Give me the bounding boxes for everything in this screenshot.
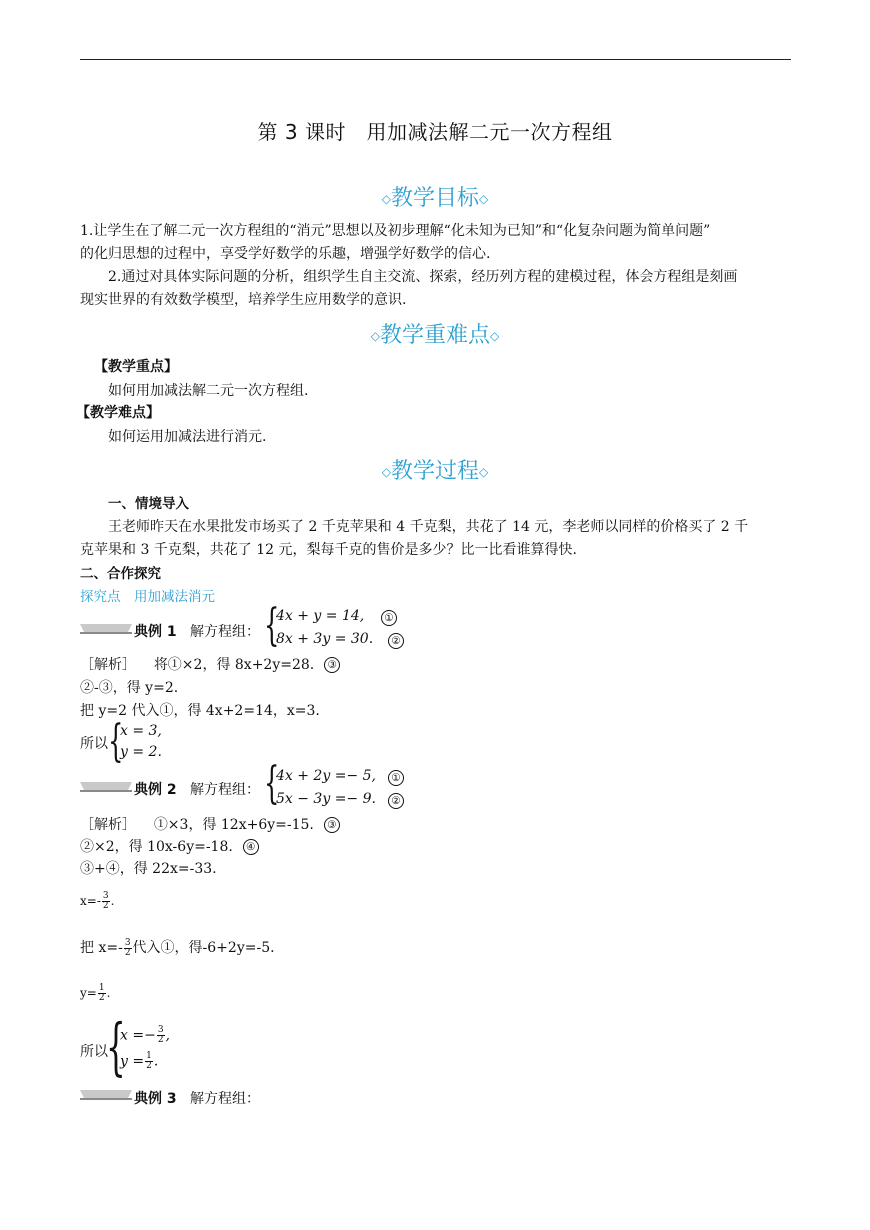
example-1-prompt: 解方程组： <box>189 624 260 640</box>
marker-1: ① <box>388 770 404 786</box>
marker-1: ① <box>381 610 397 626</box>
result-text: y = <box>120 1053 145 1070</box>
example-2-so: 所以 <box>80 1044 108 1060</box>
numerator: 1 <box>146 1051 152 1061</box>
goals-line-1: 1.让学生在了解二元一次方程组的“消元”思想以及初步理解“化未知为已知”和“化复杂问题为简单问题” <box>80 223 711 239</box>
example-2-prompt: 解方程组： <box>189 782 260 798</box>
example-1-analysis <box>80 654 341 677</box>
marker-4: ④ <box>243 839 259 855</box>
example-2-step-3: ③+④，得 22x=-33. <box>80 861 217 877</box>
example-1-label <box>134 621 260 641</box>
subsection-intro: 一、情境导入 <box>108 496 189 512</box>
diamond-icon: ◇ <box>370 329 380 343</box>
section-heading-process <box>0 454 870 485</box>
difficulty-heading: 【教学难点】 <box>76 405 160 421</box>
denominator: 2 <box>124 947 131 958</box>
diamond-icon: ◇ <box>381 465 391 479</box>
section-heading-process-label: 教学过程 <box>390 459 479 484</box>
numerator: 1 <box>98 983 105 993</box>
example-2-eq-2: 5x − 3y =− 9. <box>276 791 376 807</box>
diamond-icon: ◇ <box>479 465 489 479</box>
explore-point: 探究点 用加减法消元 <box>80 589 215 605</box>
step-text: 把 x=- <box>80 940 123 956</box>
goals-line-3: 2.通过对具体实际问题的分析，组织学生自主交流、探索，经历列方程的建模过程，体会方程组是刻画 <box>108 269 738 285</box>
example-2-label <box>134 779 260 799</box>
header-rule <box>80 59 791 60</box>
denominator: 2 <box>102 901 109 911</box>
example-1-step-3: 把 y=2 代入①，得 4x+2=14，x=3. <box>80 703 320 719</box>
fraction <box>157 1026 165 1045</box>
section-heading-keys-label: 教学重难点 <box>379 323 490 348</box>
diamond-icon: ◇ <box>381 192 391 206</box>
marker-3: ③ <box>324 657 340 673</box>
difficulty-text: 如何运用加减法进行消元. <box>108 429 267 445</box>
step-text: 代入①，得-6+2y=-5. <box>132 940 275 956</box>
example-1-result-y: y = 2. <box>120 744 162 760</box>
brace: { <box>108 716 124 767</box>
section-heading-keys <box>0 318 870 349</box>
goals-line-2: 的化归思想的过程中，享受学好数学的乐趣，增强学好数学的信心. <box>80 246 491 262</box>
numerator: 3 <box>124 937 131 948</box>
key-point-text: 如何用加减法解二元一次方程组. <box>108 383 309 399</box>
example-1-step-2: ②-③，得 y=2. <box>80 680 179 696</box>
period: . <box>110 894 115 908</box>
denominator: 2 <box>98 993 105 1003</box>
fraction <box>124 939 132 958</box>
example-1-result-x: x = 3, <box>120 723 162 739</box>
goals-line-4: 现实世界的有效数学模型，培养学生应用数学的意识. <box>80 292 407 308</box>
step-text: x=- <box>80 894 101 908</box>
brace: { <box>106 1010 126 1083</box>
example-2-result-y <box>120 1052 158 1071</box>
example-marker-icon <box>80 780 132 792</box>
section-heading-goals <box>0 181 870 212</box>
denominator: 2 <box>146 1061 152 1071</box>
marker-2: ② <box>388 793 404 809</box>
example-2-result-x <box>120 1026 170 1045</box>
example-3-label <box>134 1088 260 1108</box>
period: . <box>106 986 111 1000</box>
marker-3: ③ <box>324 817 340 833</box>
example-2-step-4 <box>80 892 114 911</box>
analysis-step: 将①×2，得 8x+2y=28. <box>153 657 315 673</box>
diamond-icon: ◇ <box>479 192 489 206</box>
fraction <box>102 892 110 911</box>
denominator: 2 <box>157 1035 164 1045</box>
example-marker-icon <box>80 1088 132 1100</box>
intro-line-1: 王老师昨天在水果批发市场买了 2 千克苹果和 4 千克梨，共花了 14 元，李老师以同样的价格买了 2 千 <box>108 519 749 535</box>
analysis-label: ［解析］ <box>80 817 136 833</box>
example-2-step-6 <box>80 984 110 1003</box>
analysis-label: ［解析］ <box>80 657 136 673</box>
key-point-heading: 【教学重点】 <box>94 359 178 375</box>
result-text: x =− <box>120 1027 156 1044</box>
marker-2: ② <box>388 633 404 649</box>
example-2-step-5 <box>80 937 275 960</box>
numerator: 3 <box>157 1025 164 1035</box>
numerator: 3 <box>102 891 109 901</box>
example-marker-icon <box>80 622 132 634</box>
step-text: y= <box>80 986 97 1000</box>
comma: , <box>165 1027 170 1044</box>
example-1-eq-1: 4x + y = 14, <box>276 608 365 624</box>
example-2-analysis <box>80 814 341 837</box>
diamond-icon: ◇ <box>490 329 500 343</box>
subsection-explore: 二、合作探究 <box>80 566 161 582</box>
fraction <box>98 984 106 1003</box>
analysis-step: ②×2，得 10x-6y=-18. <box>80 839 233 855</box>
brace: { <box>264 758 280 809</box>
analysis-step: ①×3，得 12x+6y=-15. <box>153 817 314 833</box>
period: . <box>153 1053 159 1070</box>
fraction <box>145 1052 153 1071</box>
example-2-step-2 <box>80 836 260 859</box>
example-1-so: 所以 <box>80 736 108 752</box>
example-2-number: 典例 2 <box>134 782 177 798</box>
example-3-number: 典例 3 <box>134 1091 177 1107</box>
page-title: 第 3 课时 用加减法解二元一次方程组 <box>257 120 613 144</box>
example-1-number: 典例 1 <box>134 624 177 640</box>
example-1-eq-2: 8x + 3y = 30. <box>276 631 374 647</box>
section-heading-goals-label: 教学目标 <box>390 186 479 211</box>
brace: { <box>264 600 280 651</box>
intro-line-2: 克苹果和 3 千克梨，共花了 12 元，梨每千克的售价是多少？比一比看谁算得快. <box>80 542 577 558</box>
example-2-eq-1: 4x + 2y =− 5, <box>276 768 376 784</box>
example-3-prompt: 解方程组： <box>189 1091 260 1107</box>
